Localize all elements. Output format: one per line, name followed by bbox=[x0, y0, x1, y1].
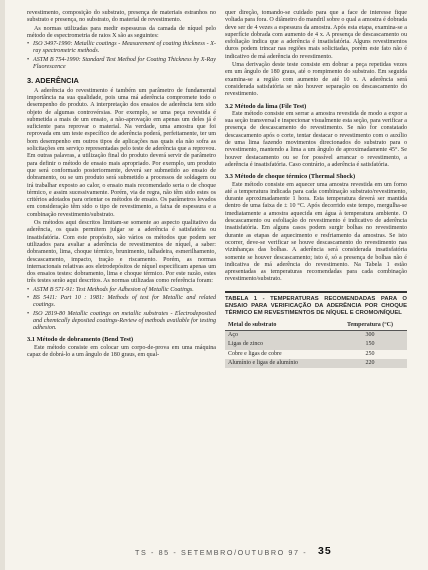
cell-temperature: 150 bbox=[333, 340, 407, 349]
right-column bbox=[225, 10, 407, 368]
paragraph: As normas utilizadas para medir espessuras da camada de níquel pelo método de espectrometria de raios X são as seguintes: bbox=[27, 25, 216, 39]
temperature-table bbox=[225, 321, 407, 368]
table-row bbox=[225, 359, 407, 368]
cell-metal: Cobre e ligas de cobre bbox=[228, 350, 282, 357]
table-row bbox=[225, 330, 407, 340]
page-edge bbox=[0, 0, 5, 570]
paragraph: A aderência do revestimento é também um parâmetro de fundamental importância na sua qualidade, pois uma má aderência compromete todo o desempenho do produto. A interpretação dos ensaios de aderência tem sido objeto de algumas controvérsias. Por exemplo, se uma peça revestida é submetida a mais de um ensaio, a não-aprovação em apenas um deles já é suficiente para reprovar o material. Na verdade, uma amostra que foi reprovada em um teste específico de aderência poderá, perfeitamente, ter um bom desempenho em outros tipos de aplicações nas quais ela não sofra as solicitações em serviço representadas pelo teste de aderência que a reprovou. Em outras palavras, a utilização final do produto deverá servir de parâmetro para definir o método de ensaio mais apropriado. Por exemplo, um produto que será conformado posteriormente, deverá ser submetido ao ensaio de dobramento, ou se um produto será submetido a processos de soldagem ou irá trabalhar exposto ao calor, o ensaio mais recomendado seria o de choque térmico, e assim sucessivamente. Porém, via de regra, não têm sido estes os critérios adotados para orientar os métodos de ensaio. Os parâmetros levados em consideração têm sido o tipo de revestimento, a faixa de espessura e a combinação revestimento/substrato. bbox=[27, 87, 216, 218]
footer-issue-info: TS - 85 - SETEMBRO/OUTUBRO 97 - bbox=[135, 548, 308, 557]
table-title: TABELA 1 - TEMPERATURAS RECOMENDADAS PARA O ENSAIO PARA VERIFICAÇÃO DA ADERÊNCIA POR CHOQUE TÉRMICO EM REVESTIMENTOS DE NÍQUEL E CROMO/NÍQUEL bbox=[225, 295, 407, 316]
table-row bbox=[225, 350, 407, 359]
page-number: 35 bbox=[318, 545, 332, 557]
table-header-row bbox=[225, 321, 407, 331]
paragraph: Este método consiste em colocar um corpo-de-prova em uma máquina capaz de dobrá-lo a um ângulo de 180 graus, em qual- bbox=[27, 344, 216, 359]
cell-metal: Ligas de zinco bbox=[225, 340, 333, 349]
cell-metal: Aço bbox=[225, 330, 333, 340]
standard-reference: • ISO 2819-80 Metallic coatings on metallic substrates - Electrodeposited and chemically deposited coatings-Review of methods available for testing adhesion. bbox=[27, 311, 216, 333]
paragraph: revestimento, composição do substrato, presença de materiais estranhos no substrato e presença, no substrato, do material de revestimento. bbox=[27, 10, 216, 24]
left-column bbox=[27, 10, 216, 360]
paragraph: Uma derivação deste teste consiste em dobrar a peça repetidas vezes em um ângulo de 180 graus, até o rompimento do substrato. Em seguida examina-se a região com aumento de até 10 x. A aderência será considerada satisfatória se não houver separação ou descascamento do revestimento. bbox=[225, 62, 407, 98]
subsection-heading-thermal-shock: 3.3 Método de choque térmico (Thermal Shock) bbox=[225, 173, 356, 181]
paragraph: Os métodos aqui descritos limitam-se somente ao aspecto qualitativo da aderência, os quais permitem julgar se a aderência é satisfatória ou insatisfatória. Com este propósito, são vários os métodos que podem ser utilizados para avaliar a aderência de revestimentos de níquel, a saber: dobramento, lima, choque térmico, brunimento, talhadeira, esmerilhamento, descascamento, impacto, tração e riscamento. Porém, as normas internacionais relativas aos eletrodepósitos de níquel especificam apenas um dos ensaios testes: dobramento, lima e choque térmico. Por este razão, estes três testes serão aqui descritos. As normas utilizadas como referência foram: bbox=[27, 220, 216, 285]
standard-reference: • ISO 3497-1990: Metallic coatings - Measurement of coating thickness - X-ray spectrometric methods. bbox=[27, 41, 216, 56]
standard-reference: • ASTM B 571-91: Test Methods for Adhesion of Metallic Coatings. bbox=[27, 287, 216, 294]
standard-reference: • ASTM B 754-1990: Standard Test Method for Coating Thickness by X-Ray Fluorescence bbox=[27, 57, 216, 72]
table-1 bbox=[225, 291, 407, 368]
paragraph: Este método consiste em aquecer uma amostra revestida em um forno até a temperatura indicada para cada combinação substrato/revestimento, durante aproximadamente 1 hora. Esta temperatura deverá ser mantida dentro de uma faixa de ± 10 °C. Após decorrido este tempo, mergulha-se imediatamente a amostra aquecida em água à temperatura ambiente. O descascamento ou esfoliação do revestimento é indicativo de aderência insatisfatória. Em alguns casos podem surgir bolhas no revestimento durante as etapas de aquecimento e resfriamento da amostras. Se isto ocorrer, deve-se verificar se houve descascamento do revestimento nas vizinhanças das bolhas. A aderência será considerada insatisfatória somente se houver descascamento; isto é, só a presença de bolhas não é indicativa de má aderência do revestimento. Na Tabela 1 estão apresentadas as temperaturas recomendadas para cada combinação revestimento/substrato. bbox=[225, 181, 407, 283]
cell-metal: Alumínio e ligas de alumínio bbox=[225, 359, 333, 368]
table-row bbox=[225, 340, 407, 349]
standard-reference: • BS 5411: Part 10 : 1981: Methods of test for Metallic and related coatings. bbox=[27, 295, 216, 310]
cell-temperature: 220 bbox=[333, 359, 407, 368]
paragraph: quer direção, tomando-se cuidado para que a face de interesse fique voltada para fora. O diâmetro do mandril sobre o qual a amostra é dobrada deve ser de 4 vezes a espessura da amostra. Após esta etapa, examina-se a superfície dobrada com aumento de 4 x. A presença de descascamento ou esfoliação indica que a aderência é insatisfatória. Alguns revestimentos duros podem trincar nas regiões mais solicitadas, porém este fato não é indicativo de má aderência do revestimento. bbox=[225, 10, 407, 60]
paragraph: Este método consiste em serrar a amostra revestida de modo a expor a sua seção transversal e inspecionar visualmente esta seção, para verificar a presença de descascamento do revestimento. Se não for constatado descascamento após o corte, tentar destacar o revestimento com o auxílio de uma lima fazendo movimentos direcionados do substrato para o revestimento, mantendo a lima a um ângulo de aproximadamente 45°. Se houver destacamento ou se for possível arrancar o revestimento, a aderência é insatisfatória. Caso contrário, a aderência é satisfatória. bbox=[225, 110, 407, 168]
column-header-temperature: Temperatura (°C) bbox=[333, 321, 407, 331]
column-header-metal: Metal do substrato bbox=[225, 321, 333, 331]
cell-temperature: 300 bbox=[333, 330, 407, 340]
section-heading-adherence: 3. ADERÊNCIA bbox=[27, 76, 79, 86]
subsection-heading-file-test: 3.2 Método da lima (File Test) bbox=[225, 102, 307, 110]
cell-temperature: 250 bbox=[365, 350, 375, 357]
subsection-heading-bend-test: 3.1 Método de dobramento (Bend Test) bbox=[27, 336, 134, 344]
page-footer bbox=[0, 546, 428, 560]
